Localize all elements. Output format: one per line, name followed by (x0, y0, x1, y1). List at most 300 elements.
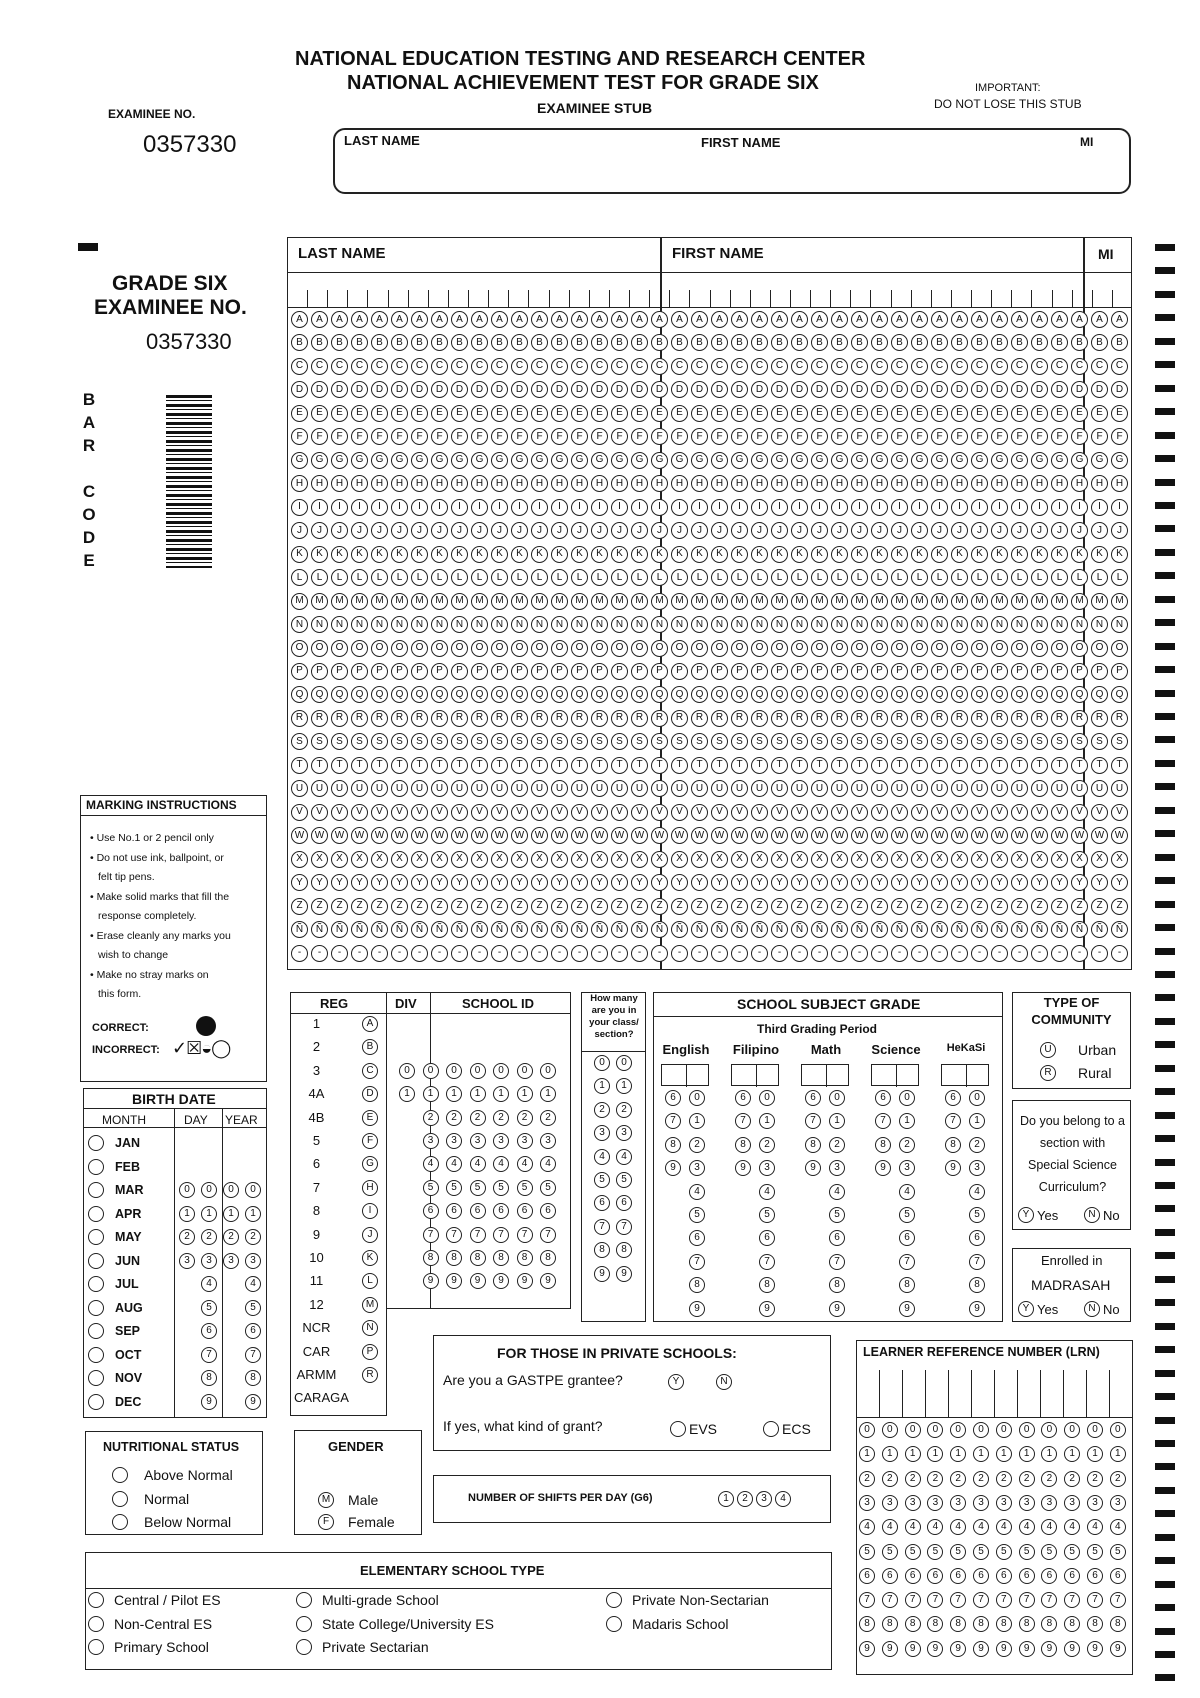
class-ones-bubble[interactable]: 1 (616, 1078, 632, 1094)
name-bubble-Ñ[interactable]: Ñ (591, 921, 608, 938)
name-bubble-M[interactable]: M (891, 593, 908, 610)
name-bubble-J[interactable]: J (431, 522, 448, 539)
name-bubble-N[interactable]: N (391, 616, 408, 633)
name-bubble-S[interactable]: S (731, 733, 748, 750)
name-bubble-L[interactable]: L (671, 569, 688, 586)
name-bubble-J[interactable]: J (911, 522, 928, 539)
month-bubble[interactable] (88, 1323, 104, 1339)
name-bubble-B[interactable]: B (511, 334, 528, 351)
lrn-bubble[interactable]: 0 (859, 1422, 875, 1438)
grade-ones-bubble[interactable]: 6 (829, 1230, 845, 1246)
year-ones-bubble[interactable]: 3 (245, 1253, 261, 1269)
school-id-bubble[interactable]: 0 (470, 1063, 486, 1079)
name-bubble-K[interactable]: K (1091, 546, 1108, 563)
lrn-write-cells[interactable] (856, 1370, 1133, 1418)
name-bubble--[interactable]: - (831, 945, 848, 962)
month-bubble[interactable] (88, 1253, 104, 1269)
lrn-bubble[interactable]: 9 (1041, 1641, 1057, 1657)
name-bubble-O[interactable]: O (871, 640, 888, 657)
school-id-bubble[interactable]: 0 (423, 1063, 439, 1079)
lrn-bubble[interactable]: 6 (1064, 1568, 1080, 1584)
name-bubble-D[interactable]: D (971, 381, 988, 398)
name-bubble-E[interactable]: E (891, 405, 908, 422)
name-bubble-W[interactable]: W (811, 827, 828, 844)
name-bubble-J[interactable]: J (351, 522, 368, 539)
name-bubble-N[interactable]: N (491, 616, 508, 633)
name-bubble-T[interactable]: T (991, 757, 1008, 774)
name-bubble-M[interactable]: M (771, 593, 788, 610)
name-bubble--[interactable]: - (451, 945, 468, 962)
science-no[interactable] (1084, 1207, 1120, 1223)
name-bubble--[interactable]: - (531, 945, 548, 962)
lrn-bubble[interactable]: 4 (905, 1519, 921, 1535)
name-bubble-U[interactable]: U (311, 780, 328, 797)
name-bubble-F[interactable]: F (1091, 428, 1108, 445)
evs-bubble[interactable] (670, 1421, 686, 1437)
grade-ones-bubble[interactable]: 6 (899, 1230, 915, 1246)
name-bubble-Q[interactable]: Q (891, 686, 908, 703)
lrn-bubble[interactable]: 0 (1041, 1422, 1057, 1438)
name-bubble-A[interactable]: A (551, 311, 568, 328)
name-bubble-H[interactable]: H (991, 475, 1008, 492)
name-bubble-C[interactable]: C (651, 358, 668, 375)
name-bubble-Z[interactable]: Z (1071, 898, 1088, 915)
name-bubble-J[interactable]: J (931, 522, 948, 539)
name-bubble-M[interactable]: M (391, 593, 408, 610)
grade-ones-bubble[interactable]: 2 (829, 1137, 845, 1153)
name-bubble-X[interactable]: X (771, 851, 788, 868)
name-bubble-S[interactable]: S (371, 733, 388, 750)
name-bubble-L[interactable]: L (771, 569, 788, 586)
name-bubble-F[interactable]: F (671, 428, 688, 445)
name-bubble-T[interactable]: T (371, 757, 388, 774)
name-bubble--[interactable]: - (1011, 945, 1028, 962)
name-bubble-U[interactable]: U (611, 780, 628, 797)
name-bubble-V[interactable]: V (1051, 804, 1068, 821)
name-bubble-C[interactable]: C (531, 358, 548, 375)
name-bubble-B[interactable]: B (751, 334, 768, 351)
name-bubble-X[interactable]: X (411, 851, 428, 868)
name-bubble-Z[interactable]: Z (711, 898, 728, 915)
class-tens-bubble[interactable]: 1 (594, 1078, 610, 1094)
lrn-bubble[interactable]: 5 (859, 1544, 875, 1560)
name-bubble-A[interactable]: A (871, 311, 888, 328)
name-bubble-C[interactable]: C (871, 358, 888, 375)
name-bubble-Q[interactable]: Q (931, 686, 948, 703)
name-bubble-Ñ[interactable]: Ñ (1051, 921, 1068, 938)
name-bubble-F[interactable]: F (631, 428, 648, 445)
name-bubble-Q[interactable]: Q (991, 686, 1008, 703)
name-bubble-S[interactable]: S (311, 733, 328, 750)
name-bubble-G[interactable]: G (911, 452, 928, 469)
name-bubble-G[interactable]: G (1051, 452, 1068, 469)
name-bubble-A[interactable]: A (791, 311, 808, 328)
school-id-bubble[interactable]: 4 (493, 1156, 509, 1172)
name-bubble-O[interactable]: O (591, 640, 608, 657)
lrn-bubble[interactable]: 8 (1110, 1616, 1126, 1632)
name-bubble--[interactable]: - (551, 945, 568, 962)
name-bubble-D[interactable]: D (451, 381, 468, 398)
madrasah-no-bubble[interactable]: N (1084, 1301, 1100, 1317)
name-bubble-H[interactable]: H (731, 475, 748, 492)
name-bubble-W[interactable]: W (451, 827, 468, 844)
name-bubble-D[interactable]: D (591, 381, 608, 398)
class-tens-bubble[interactable]: 3 (594, 1125, 610, 1141)
name-bubble-S[interactable]: S (931, 733, 948, 750)
name-bubble-D[interactable]: D (1071, 381, 1088, 398)
lrn-bubble[interactable]: 3 (905, 1495, 921, 1511)
name-bubble-G[interactable]: G (411, 452, 428, 469)
name-bubble-M[interactable]: M (451, 593, 468, 610)
class-ones-bubble[interactable]: 6 (616, 1195, 632, 1211)
name-bubble-Y[interactable]: Y (671, 874, 688, 891)
lrn-bubble[interactable]: 1 (927, 1446, 943, 1462)
name-bubble-K[interactable]: K (371, 546, 388, 563)
name-bubble-U[interactable]: U (751, 780, 768, 797)
name-bubble-Z[interactable]: Z (991, 898, 1008, 915)
name-bubble-A[interactable]: A (971, 311, 988, 328)
name-bubble-J[interactable]: J (1091, 522, 1108, 539)
name-bubble-W[interactable]: W (611, 827, 628, 844)
nutrition-below-bubble[interactable] (112, 1514, 128, 1530)
name-bubble-T[interactable]: T (511, 757, 528, 774)
name-bubble-B[interactable]: B (1011, 334, 1028, 351)
name-bubble-R[interactable]: R (291, 710, 308, 727)
name-bubble-I[interactable]: I (951, 499, 968, 516)
name-bubble-W[interactable]: W (991, 827, 1008, 844)
name-bubble-Y[interactable]: Y (691, 874, 708, 891)
name-bubble-A[interactable]: A (951, 311, 968, 328)
name-bubble-N[interactable]: N (471, 616, 488, 633)
name-bubble-X[interactable]: X (1031, 851, 1048, 868)
grade-ones-bubble[interactable]: 0 (759, 1090, 775, 1106)
name-bubble-A[interactable]: A (1011, 311, 1028, 328)
name-bubble-S[interactable]: S (631, 733, 648, 750)
name-bubble-F[interactable]: F (811, 428, 828, 445)
name-bubble-O[interactable]: O (771, 640, 788, 657)
name-bubble-U[interactable]: U (331, 780, 348, 797)
name-bubble-Y[interactable]: Y (1111, 874, 1128, 891)
name-bubble-H[interactable]: H (951, 475, 968, 492)
name-bubble-Y[interactable]: Y (331, 874, 348, 891)
name-bubble-P[interactable]: P (991, 663, 1008, 680)
name-bubble-O[interactable]: O (1051, 640, 1068, 657)
name-bubble-G[interactable]: G (431, 452, 448, 469)
name-bubble-Y[interactable]: Y (311, 874, 328, 891)
grade-ones-bubble[interactable]: 8 (829, 1277, 845, 1293)
name-bubble-S[interactable]: S (911, 733, 928, 750)
name-bubble-Y[interactable]: Y (651, 874, 668, 891)
name-bubble-J[interactable]: J (851, 522, 868, 539)
lrn-bubble[interactable]: 8 (927, 1616, 943, 1632)
name-bubble-J[interactable]: J (831, 522, 848, 539)
lrn-bubble[interactable]: 8 (905, 1616, 921, 1632)
lrn-bubble[interactable]: 0 (905, 1422, 921, 1438)
name-bubble-X[interactable]: X (611, 851, 628, 868)
division-bubble[interactable]: C (362, 1063, 378, 1079)
name-bubble-P[interactable]: P (671, 663, 688, 680)
grade-ones-bubble[interactable]: 3 (969, 1160, 985, 1176)
name-bubble-D[interactable]: D (611, 381, 628, 398)
grade-tens-bubble[interactable]: 8 (735, 1137, 751, 1153)
name-bubble-Ñ[interactable]: Ñ (671, 921, 688, 938)
name-bubble-C[interactable]: C (451, 358, 468, 375)
name-bubble-D[interactable]: D (311, 381, 328, 398)
name-bubble-Q[interactable]: Q (711, 686, 728, 703)
name-bubble-F[interactable]: F (851, 428, 868, 445)
division-bubble[interactable]: F (362, 1133, 378, 1149)
name-bubble-S[interactable]: S (831, 733, 848, 750)
division-bubble[interactable]: B (362, 1039, 378, 1055)
name-bubble-Y[interactable]: Y (791, 874, 808, 891)
grade-tens-bubble[interactable]: 7 (805, 1113, 821, 1129)
grade-ones-bubble[interactable]: 2 (969, 1137, 985, 1153)
name-bubble-N[interactable]: N (511, 616, 528, 633)
name-bubble-D[interactable]: D (991, 381, 1008, 398)
school-id-bubble[interactable]: 1 (540, 1086, 556, 1102)
name-bubble-L[interactable]: L (331, 569, 348, 586)
class-tens-bubble[interactable]: 8 (594, 1242, 610, 1258)
name-bubble-I[interactable]: I (691, 499, 708, 516)
grade-ones-bubble[interactable]: 4 (899, 1184, 915, 1200)
name-bubble-B[interactable]: B (1051, 334, 1068, 351)
lrn-bubble[interactable]: 1 (1087, 1446, 1103, 1462)
name-bubble-C[interactable]: C (491, 358, 508, 375)
school-id-bubble[interactable]: 5 (423, 1180, 439, 1196)
grade-ones-bubble[interactable]: 2 (689, 1137, 705, 1153)
name-bubble-Z[interactable]: Z (331, 898, 348, 915)
name-bubble-G[interactable]: G (491, 452, 508, 469)
lrn-bubble[interactable]: 0 (973, 1422, 989, 1438)
name-bubble-J[interactable]: J (1051, 522, 1068, 539)
name-bubble-A[interactable]: A (1091, 311, 1108, 328)
name-bubble-I[interactable]: I (711, 499, 728, 516)
name-bubble-R[interactable]: R (331, 710, 348, 727)
name-bubble-Y[interactable]: Y (1031, 874, 1048, 891)
name-bubble-Q[interactable]: Q (491, 686, 508, 703)
name-bubble-L[interactable]: L (871, 569, 888, 586)
name-bubble-F[interactable]: F (311, 428, 328, 445)
school-id-bubble[interactable]: 8 (493, 1250, 509, 1266)
name-bubble-S[interactable]: S (851, 733, 868, 750)
lrn-bubble[interactable]: 9 (859, 1641, 875, 1657)
day-tens-bubble[interactable]: 0 (179, 1182, 195, 1198)
name-bubble-V[interactable]: V (631, 804, 648, 821)
name-bubble-D[interactable]: D (411, 381, 428, 398)
shifts-bubbles[interactable] (718, 1491, 791, 1507)
name-bubble-F[interactable]: F (991, 428, 1008, 445)
name-bubble-V[interactable]: V (451, 804, 468, 821)
grade-tens-bubble[interactable]: 9 (735, 1160, 751, 1176)
name-bubble-X[interactable]: X (491, 851, 508, 868)
name-bubble-K[interactable]: K (671, 546, 688, 563)
name-bubble-S[interactable]: S (811, 733, 828, 750)
lrn-bubble[interactable]: 6 (973, 1568, 989, 1584)
name-bubble-D[interactable]: D (1091, 381, 1108, 398)
school-type-bubble[interactable] (606, 1616, 622, 1632)
birth-month-row[interactable] (85, 1299, 267, 1319)
name-bubble-P[interactable]: P (291, 663, 308, 680)
name-bubble-G[interactable]: G (311, 452, 328, 469)
name-bubble-S[interactable]: S (531, 733, 548, 750)
name-bubble-D[interactable]: D (891, 381, 908, 398)
name-bubble-T[interactable]: T (791, 757, 808, 774)
lrn-bubble[interactable]: 0 (996, 1422, 1012, 1438)
month-bubble[interactable] (88, 1135, 104, 1151)
school-id-bubble[interactable]: 4 (540, 1156, 556, 1172)
name-bubble-U[interactable]: U (631, 780, 648, 797)
name-bubble-W[interactable]: W (1071, 827, 1088, 844)
school-id-bubble[interactable]: 3 (540, 1133, 556, 1149)
name-bubble-Ñ[interactable]: Ñ (1071, 921, 1088, 938)
name-bubble-Z[interactable]: Z (871, 898, 888, 915)
name-bubble-A[interactable]: A (471, 311, 488, 328)
grade-ones-bubble[interactable]: 4 (829, 1184, 845, 1200)
name-bubble-U[interactable]: U (471, 780, 488, 797)
name-bubble-Ñ[interactable]: Ñ (391, 921, 408, 938)
name-bubble-E[interactable]: E (931, 405, 948, 422)
year-ones-bubble[interactable]: 2 (245, 1229, 261, 1245)
gastpe-no-bubble[interactable]: N (716, 1374, 732, 1390)
name-bubble-L[interactable]: L (651, 569, 668, 586)
name-bubble-Q[interactable]: Q (631, 686, 648, 703)
lrn-bubble[interactable]: 2 (1041, 1471, 1057, 1487)
name-bubble-V[interactable]: V (331, 804, 348, 821)
name-write-cells[interactable] (287, 272, 1132, 307)
name-bubble-R[interactable]: R (811, 710, 828, 727)
birth-month-row[interactable] (85, 1393, 267, 1413)
name-bubble-R[interactable]: R (871, 710, 888, 727)
lrn-bubble[interactable]: 6 (996, 1568, 1012, 1584)
name-bubble-K[interactable]: K (351, 546, 368, 563)
name-bubble-X[interactable]: X (1111, 851, 1128, 868)
name-bubble-R[interactable]: R (391, 710, 408, 727)
name-bubble-J[interactable]: J (631, 522, 648, 539)
name-bubble-J[interactable]: J (1031, 522, 1048, 539)
name-bubble-V[interactable]: V (991, 804, 1008, 821)
name-bubble-O[interactable]: O (711, 640, 728, 657)
name-bubble-Z[interactable]: Z (351, 898, 368, 915)
nutrition-normal-bubble[interactable] (112, 1491, 128, 1507)
nutrition-above-bubble[interactable] (112, 1467, 128, 1483)
name-bubble-P[interactable]: P (1091, 663, 1108, 680)
name-bubble-G[interactable]: G (331, 452, 348, 469)
name-bubble-P[interactable]: P (911, 663, 928, 680)
name-bubble-W[interactable]: W (551, 827, 568, 844)
name-bubble-C[interactable]: C (371, 358, 388, 375)
grade-tens-bubble[interactable]: 9 (805, 1160, 821, 1176)
name-bubble-A[interactable]: A (291, 311, 308, 328)
name-bubble-K[interactable]: K (971, 546, 988, 563)
name-bubble-N[interactable]: N (311, 616, 328, 633)
name-bubble-T[interactable]: T (711, 757, 728, 774)
name-bubble-J[interactable]: J (871, 522, 888, 539)
name-bubble-Ñ[interactable]: Ñ (371, 921, 388, 938)
name-bubble-E[interactable]: E (671, 405, 688, 422)
name-bubble-V[interactable]: V (871, 804, 888, 821)
name-bubble-Ñ[interactable]: Ñ (991, 921, 1008, 938)
gender-male[interactable] (318, 1492, 378, 1508)
name-bubble-A[interactable]: A (831, 311, 848, 328)
name-bubble-H[interactable]: H (751, 475, 768, 492)
name-bubble-W[interactable]: W (651, 827, 668, 844)
name-bubble-Z[interactable]: Z (311, 898, 328, 915)
lrn-bubble[interactable]: 8 (996, 1616, 1012, 1632)
name-bubble-Q[interactable]: Q (651, 686, 668, 703)
lrn-bubble[interactable]: 0 (1064, 1422, 1080, 1438)
lrn-bubble[interactable]: 8 (1019, 1616, 1035, 1632)
grade-ones-bubble[interactable]: 5 (829, 1207, 845, 1223)
name-bubble-B[interactable]: B (891, 334, 908, 351)
name-bubble-J[interactable]: J (791, 522, 808, 539)
name-bubble-L[interactable]: L (1011, 569, 1028, 586)
name-bubble-I[interactable]: I (911, 499, 928, 516)
lrn-bubble[interactable]: 1 (996, 1446, 1012, 1462)
lrn-bubble[interactable]: 2 (950, 1471, 966, 1487)
name-bubble-M[interactable]: M (511, 593, 528, 610)
name-bubble-H[interactable]: H (931, 475, 948, 492)
name-bubble-Y[interactable]: Y (571, 874, 588, 891)
name-bubble-V[interactable]: V (391, 804, 408, 821)
school-id-bubble[interactable]: 5 (540, 1180, 556, 1196)
name-bubble-Y[interactable]: Y (511, 874, 528, 891)
name-bubble-Y[interactable]: Y (891, 874, 908, 891)
name-bubble-I[interactable]: I (591, 499, 608, 516)
lrn-bubble[interactable]: 6 (859, 1568, 875, 1584)
name-bubble-J[interactable]: J (371, 522, 388, 539)
school-type-option[interactable] (606, 1616, 729, 1632)
name-bubble-O[interactable]: O (691, 640, 708, 657)
name-bubble-K[interactable]: K (771, 546, 788, 563)
name-bubble-W[interactable]: W (391, 827, 408, 844)
lrn-bubble[interactable]: 4 (1110, 1519, 1126, 1535)
rural-bubble[interactable]: R (1040, 1065, 1056, 1081)
lrn-bubble[interactable]: 0 (950, 1422, 966, 1438)
name-bubble-P[interactable]: P (691, 663, 708, 680)
name-bubble-Q[interactable]: Q (771, 686, 788, 703)
school-id-bubble[interactable]: 0 (446, 1063, 462, 1079)
name-bubble-N[interactable]: N (771, 616, 788, 633)
school-type-bubble[interactable] (88, 1616, 104, 1632)
grade-ones-bubble[interactable]: 9 (689, 1301, 705, 1317)
name-bubble-E[interactable]: E (651, 405, 668, 422)
name-bubble-K[interactable]: K (791, 546, 808, 563)
name-bubble-H[interactable]: H (771, 475, 788, 492)
name-bubble-E[interactable]: E (871, 405, 888, 422)
name-bubble--[interactable]: - (391, 945, 408, 962)
name-bubble-C[interactable]: C (591, 358, 608, 375)
name-bubble-E[interactable]: E (331, 405, 348, 422)
division-bubble[interactable]: L (362, 1273, 378, 1289)
name-bubble-K[interactable]: K (711, 546, 728, 563)
name-bubble-S[interactable]: S (871, 733, 888, 750)
name-bubble-N[interactable]: N (811, 616, 828, 633)
name-bubble-N[interactable]: N (1111, 616, 1128, 633)
name-bubble-U[interactable]: U (931, 780, 948, 797)
day-ones-bubble[interactable]: 3 (201, 1253, 217, 1269)
name-bubble-I[interactable]: I (771, 499, 788, 516)
name-bubble-Ñ[interactable]: Ñ (691, 921, 708, 938)
lrn-bubble[interactable]: 9 (882, 1641, 898, 1657)
name-bubble-K[interactable]: K (1111, 546, 1128, 563)
school-id-bubble[interactable]: 8 (446, 1250, 462, 1266)
name-bubble-N[interactable]: N (751, 616, 768, 633)
lrn-bubble[interactable]: 3 (927, 1495, 943, 1511)
name-bubble-W[interactable]: W (671, 827, 688, 844)
name-bubble-P[interactable]: P (571, 663, 588, 680)
name-bubble-Q[interactable]: Q (751, 686, 768, 703)
name-bubble-N[interactable]: N (351, 616, 368, 633)
